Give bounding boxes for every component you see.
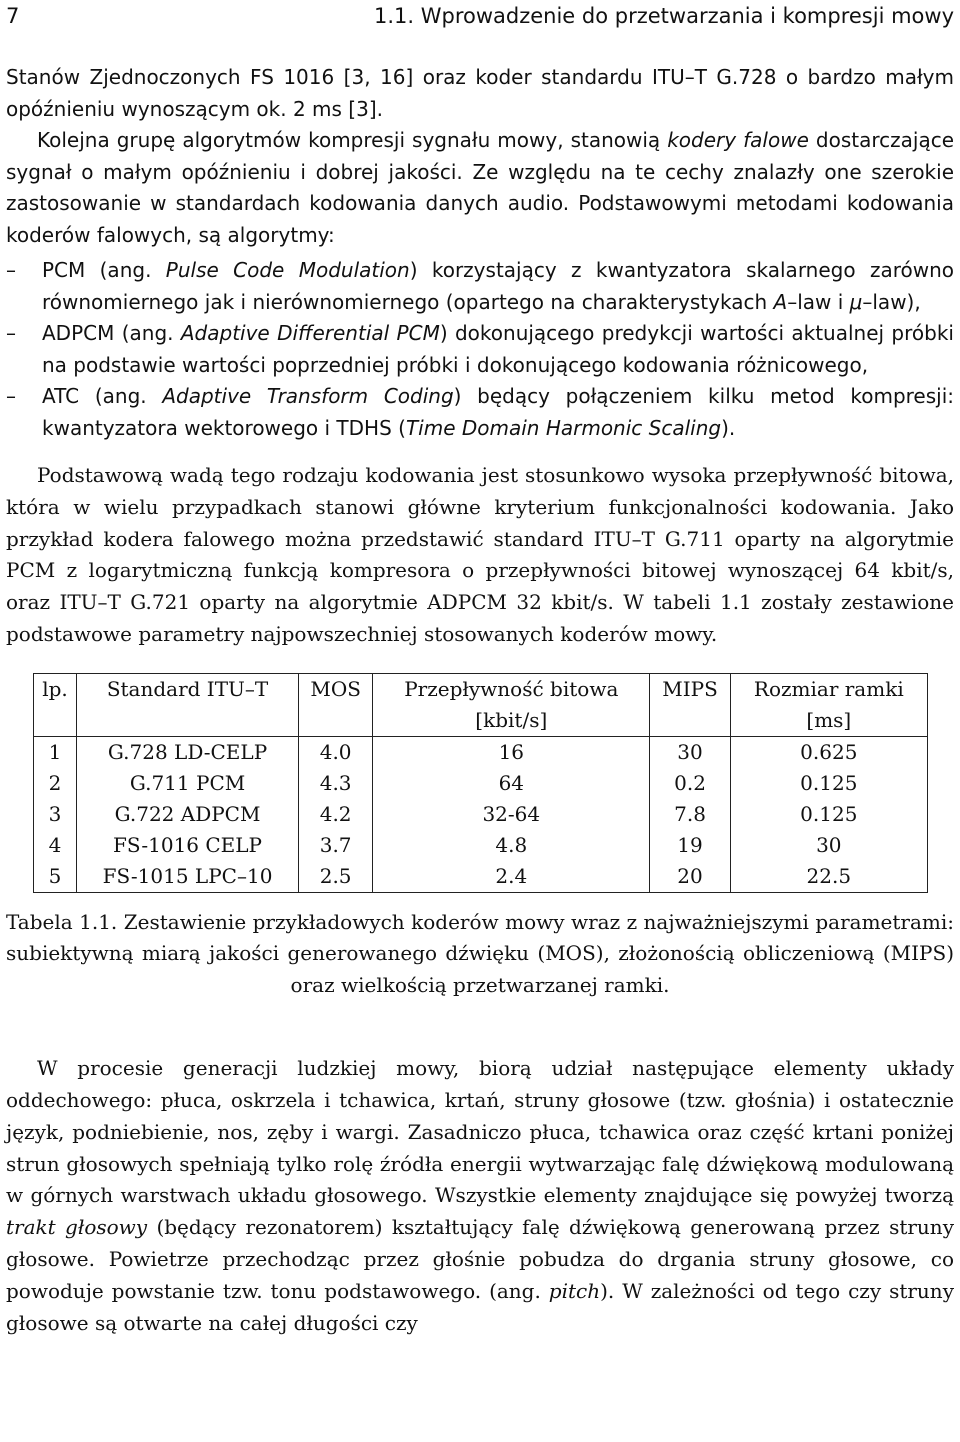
list-dash: – [6,384,16,408]
table-cell: G.728 LD-CELP [76,736,298,768]
header-cell: MOS [299,673,373,705]
table-cell: 32-64 [373,799,650,830]
list-emphasis: Adaptive Differential PCM [180,321,440,345]
paragraph-2-text: Podstawową wadą tego rodzaju kodowania jest stosunkowo wysoka przepływność bitowa, która w wielu przypadkach stanowi główne kryterium funkcjonalności kodowania. Jako przykład kodera falowego można przedstawić standard ITU–T G.711 oparty na algorytmie PCM z logarytmiczną funkcją kompresora o przepływności bitowej wynoszącej 64 kbit/s, oraz ITU–T G.721 oparty na algorytmie ADPCM 32 kbit/s. W tabeli 1.1 zostały zestawione podstawowe parametry najpowszechniej stosowanych koderów mowy. [6,463,954,646]
running-head [6,2,954,32]
table-cell: 2 [34,768,77,799]
table-row [34,768,928,799]
page-number: 7 [6,4,20,28]
table-cell: FS-1015 LPC–10 [76,861,298,893]
intro-paragraph-2 [6,125,954,251]
table-cell: 64 [373,768,650,799]
list-text: –law i [787,289,850,314]
body-paragraph-2 [6,460,954,651]
list-text: ) korzystający z kwantyzatora skalarnego zarówno równomiernego jak i nierównomiernego (opartego na charakterystykach [42,258,954,314]
algorithm-list [6,255,954,444]
table-cell: 30 [730,830,927,861]
caption-text: Zestawienie przykładowych koderów mowy wraz z najważniejszymi parametrami: subiektywną miarą jakości generowanego dźwięku (MOS), złożonością obliczeniową (MIPS) oraz wielkością przetwarzanej ramki. [6,909,954,997]
intro-p2-emphasis: kodery falowe [667,128,809,152]
table-header-row-2 [34,705,928,737]
list-item-adpcm [6,318,954,381]
header-cell [299,705,373,737]
table-row [34,830,928,861]
list-item-pcm [6,255,954,318]
list-emphasis: A [773,289,788,314]
table-cell: 30 [650,736,730,768]
list-item-atc [6,381,954,444]
list-text: ATC (ang. [42,384,163,408]
table-cell: 3.7 [299,830,373,861]
header-cell: Standard ITU–T [76,673,298,705]
table-cell: 0.625 [730,736,927,768]
list-text: –law), [862,289,921,314]
table-cell: 4.8 [373,830,650,861]
p3-text-b: (będący rezonatorem) kształtujący falę dźwiękową generowaną przez struny głosowe. Powietrze przechodząc przez głośnie pobudza do drgania struny głosowe, co powoduje powstanie tzw. tonu podstawowego. (ang. [6,1215,954,1303]
table-cell: 0.125 [730,799,927,830]
list-text: PCM (ang. [42,258,166,282]
p3-text-c: ). W zależności od tego czy struny głosowe są otwarte na całej długości czy [6,1278,954,1335]
table-cell: 20 [650,861,730,893]
table-cell: 0.125 [730,768,927,799]
header-cell [650,705,730,737]
table-cell: 16 [373,736,650,768]
header-cell [34,705,77,737]
coders-table-wrap [33,673,928,893]
table-cell: 2.5 [299,861,373,893]
list-dash: – [6,258,16,282]
table-cell: 5 [34,861,77,893]
table-cell: 0.2 [650,768,730,799]
table-row [34,861,928,893]
p3-text-a: W procesie generacji ludzkiej mowy, biorą udział następujące elementy układy oddechowego: płuca, oskrzela i tchawica, krtań, struny głosowe (tzw. głośnia) i ostatecznie język, podniebienie, nos, zęby i wargi. Zasadniczo płuca, tchawica oraz część krtani poniżej strun głosowych spełniają tylko rolę źródła energii wytwarzając falę dźwiękową modulowaną w górnych warstwach układu głosowego. Wszystkie elementy znajdujące się powyżej tworzą [6,1056,954,1208]
p3-emphasis-2: pitch [548,1278,601,1303]
coders-table [33,673,928,893]
header-cell: [kbit/s] [373,705,650,737]
list-emphasis: Adaptive Transform Coding [162,384,454,408]
header-cell: lp. [34,673,77,705]
table-row [34,736,928,768]
intro-paragraph-1: Stanów Zjednoczonych FS 1016 [3, 16] oraz koder standardu ITU–T G.728 o bardzo małym opóźnieniu wynoszącym ok. 2 ms [3]. [6,65,954,121]
page [6,0,954,1339]
table-caption [6,907,954,1002]
intro-p2-text-a: Kolejna grupę algorytmów kompresji sygnału mowy, stanowią [37,128,668,152]
list-emphasis: μ [849,289,863,314]
caption-label: Tabela 1.1. [6,909,118,934]
header-cell: [ms] [730,705,927,737]
intro-text [6,62,954,444]
table-cell: 7.8 [650,799,730,830]
list-text: ) będący połączeniem kilku metod kompresji: kwantyzatora wektorowego i TDHS ( [42,384,955,440]
header-cell: MIPS [650,673,730,705]
table-cell: 3 [34,799,77,830]
table-row [34,799,928,830]
table-cell: FS-1016 CELP [76,830,298,861]
p3-emphasis: trakt głosowy [6,1215,148,1240]
header-cell [76,705,298,737]
header-cell: Przepływność bitowa [373,673,650,705]
table-cell: 19 [650,830,730,861]
table-cell: 1 [34,736,77,768]
table-cell: 22.5 [730,861,927,893]
table-cell: G.711 PCM [76,768,298,799]
list-dash: – [6,321,16,345]
body-paragraph-3 [6,1053,954,1339]
table-cell: 2.4 [373,861,650,893]
header-cell: Rozmiar ramki [730,673,927,705]
table-header-row-1 [34,673,928,705]
list-text: ADPCM (ang. [42,321,181,345]
list-emphasis: Pulse Code Modulation [165,258,410,282]
table-cell: G.722 ADPCM [76,799,298,830]
paragraph-3-text [6,1053,954,1339]
list-text: ) dokonującego predykcji wartości aktualnej próbki na podstawie wartości poprzedniej próbki i dokonującego kodowania różnicowego, [42,321,954,377]
section-title: 1.1. Wprowadzenie do przetwarzania i kompresji mowy [373,4,954,28]
intro-p2-text-b: dostarczające sygnał o małym opóźnieniu i dobrej jakości. Ze względu na te cechy znalazły one szerokie zastosowanie w standardach kodowania danych audio. Podstawowymi metodami kodowania koderów falowych, są algorytmy: [6,128,954,247]
list-emphasis: Time Domain Harmonic Scaling [405,415,722,440]
list-text: ). [721,415,736,440]
table-cell: 4 [34,830,77,861]
table-cell: 4.2 [299,799,373,830]
table-cell: 4.3 [299,768,373,799]
table-cell: 4.0 [299,736,373,768]
